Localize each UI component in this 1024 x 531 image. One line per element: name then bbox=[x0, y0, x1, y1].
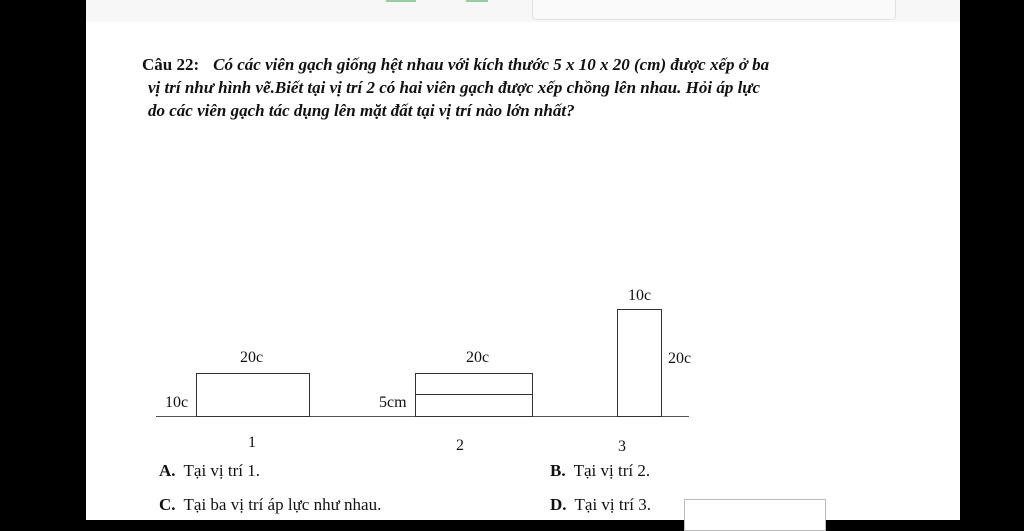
toolbar-mark bbox=[466, 0, 488, 2]
question-text: Có các viên gạch giống hệt nhau với kích thước 5 x 10 x 20 (cm) được xếp ở ba bbox=[213, 55, 770, 74]
brick-2-bottom bbox=[415, 394, 533, 417]
answer-a[interactable] bbox=[159, 461, 260, 481]
brick-2-top bbox=[415, 373, 533, 395]
answer-c-text: Tại ba vị trí áp lực như nhau. bbox=[183, 495, 382, 514]
brick1-height-label: 10c bbox=[165, 394, 189, 411]
answer-c[interactable] bbox=[159, 495, 381, 515]
answer-b-letter: B. bbox=[550, 461, 566, 480]
answer-d-text: Tại vị trí 3. bbox=[574, 495, 652, 514]
answer-c-letter: C. bbox=[159, 495, 176, 514]
brick2-height-label: 5cm bbox=[379, 394, 407, 411]
top-input-box[interactable] bbox=[532, 0, 896, 20]
question-line-2: vị trí như hình vẽ.Biết tại vị trí 2 có hai viên gạch được xếp chồng lên nhau. Hỏi áp lực bbox=[148, 78, 761, 97]
question-label: Câu 22: bbox=[142, 55, 200, 74]
answer-b[interactable] bbox=[550, 461, 650, 481]
question-line-1 bbox=[142, 53, 922, 76]
brick3-width-label: 10c bbox=[628, 287, 652, 304]
answer-b-text: Tại vị trí 2. bbox=[573, 461, 651, 480]
brick3-height-label: 20c bbox=[668, 350, 692, 367]
position-2-number: 2 bbox=[456, 437, 464, 454]
corner-popup-box bbox=[684, 499, 826, 531]
position-1-number: 1 bbox=[248, 434, 256, 451]
answer-d-letter: D. bbox=[550, 495, 567, 514]
answer-a-text: Tại vị trí 1. bbox=[183, 461, 261, 480]
answer-d[interactable] bbox=[550, 495, 651, 515]
toolbar-mark bbox=[386, 0, 416, 2]
question-line-3: do các viên gạch tác dụng lên mặt đất tại vị trí nào lớn nhất? bbox=[148, 101, 575, 120]
position-3-number: 3 bbox=[618, 438, 626, 455]
brick-1 bbox=[196, 373, 310, 417]
brick-3 bbox=[617, 309, 662, 417]
brick2-width-label: 20c bbox=[466, 349, 490, 366]
answer-a-letter: A. bbox=[159, 461, 176, 480]
document-page bbox=[86, 0, 960, 520]
question-block bbox=[142, 53, 922, 122]
brick1-width-label: 20c bbox=[240, 349, 264, 366]
